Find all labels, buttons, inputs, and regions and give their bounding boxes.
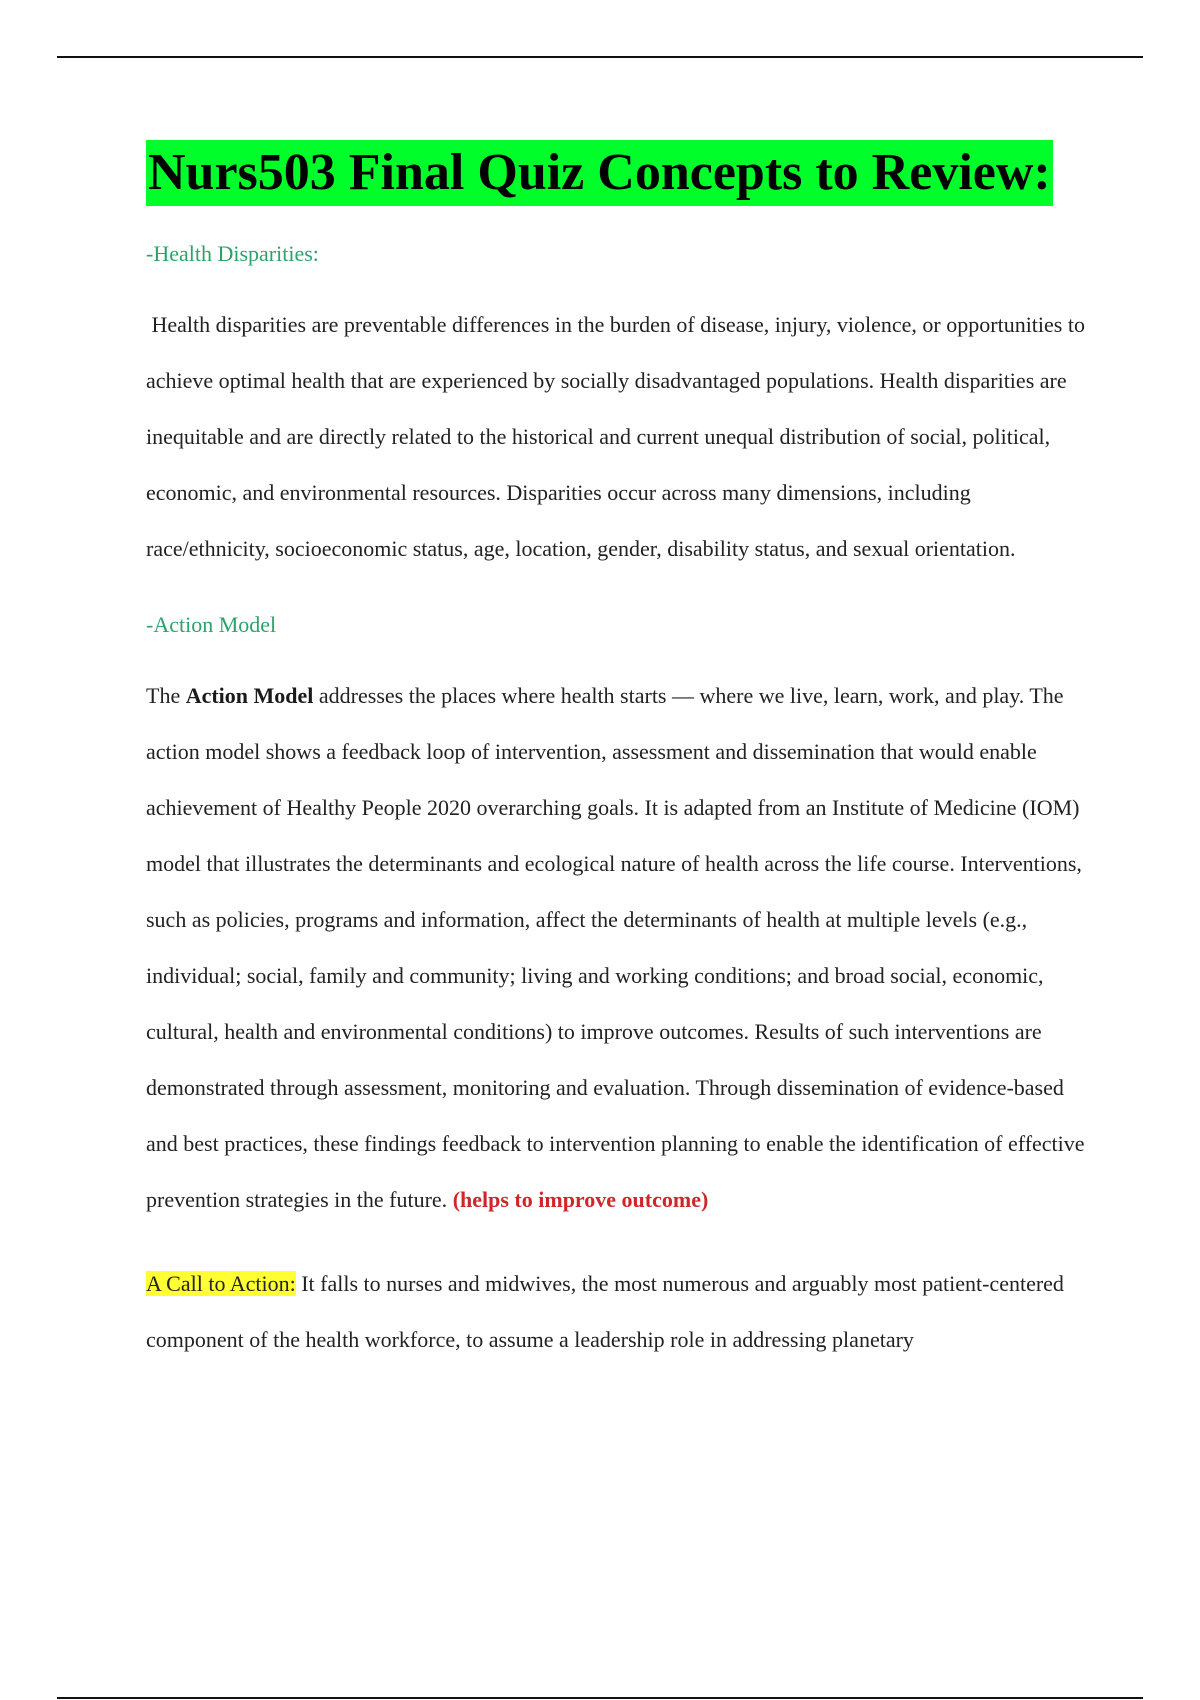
action-model-note: (helps to improve outcome) [452, 1187, 709, 1212]
call-to-action-label: A Call to Action: [146, 1271, 296, 1296]
paragraph-call-to-action [146, 1256, 1096, 1368]
document-body [146, 140, 1096, 1368]
health-disparities-text: Health disparities are preventable differences in the burden of disease, injury, violence, or opportunities to achieve optimal health that are experienced by socially disadvantaged populations. Health disparities are inequitable and are directly related to the historical and current unequal distribution of social, political, economic, and environmental resources. Disparities occur across many dimensions, including race/ethnicity, socioeconomic status, age, location, gender, disability status, and sexual orientation. [146, 312, 1085, 561]
action-model-text: addresses the places where health starts — where we live, learn, work, and play. The action model shows a feedback loop of intervention, assessment and dissemination that would enable achievement of Healthy People 2020 overarching goals. It is adapted from an Institute of Medicine (IOM) model that illustrates the determinants and ecological nature of health across the life course. Interventions, such as policies, programs and information, affect the determinants of health at multiple levels (e.g., individual; social, family and community; living and working conditions; and broad social, economic, cultural, health and environmental conditions) to improve outcomes. Results of such interventions are demonstrated through assessment, monitoring and evaluation. Through dissemination of evidence-based and best practices, these findings feedback to intervention planning to enable the identification of effective prevention strategies in the future. [146, 683, 1085, 1212]
heading-health-disparities: -Health Disparities: [146, 241, 319, 266]
paragraph-health-disparities [146, 297, 1096, 577]
document-title: Nurs503 Final Quiz Concepts to Review: [146, 140, 1053, 206]
top-divider [57, 56, 1143, 58]
bottom-divider [57, 1697, 1143, 1699]
call-to-action-text: It falls to nurses and midwives, the most numerous and arguably most patient-centered component of the health workforce, to assume a leadership role in addressing planetary [146, 1271, 1064, 1352]
action-model-term: Action Model [185, 683, 314, 708]
action-model-intro: The [146, 683, 186, 708]
paragraph-action-model [146, 668, 1096, 1228]
heading-action-model: -Action Model [146, 612, 277, 637]
